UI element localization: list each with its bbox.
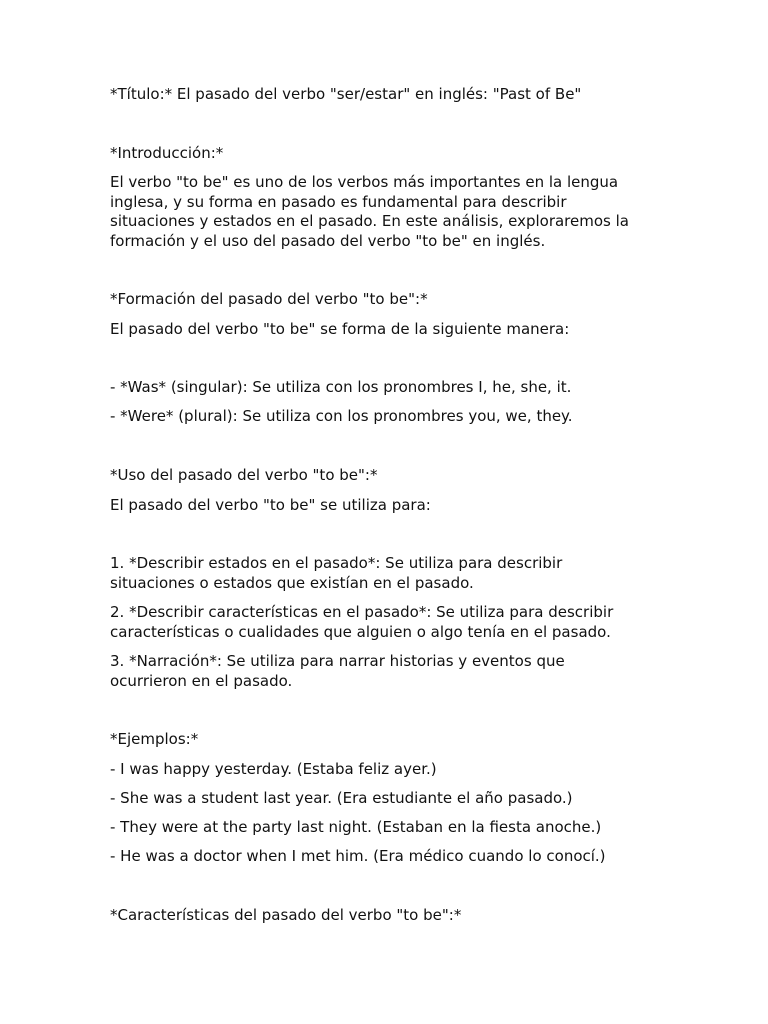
usage-heading: *Uso del pasado del verbo "to be":*: [110, 466, 378, 484]
formation-text: El pasado del verbo "to be" se forma de la siguiente manera:: [110, 320, 570, 338]
examples-heading: *Ejemplos:*: [110, 730, 199, 748]
usage-item-2: [110, 603, 670, 642]
usage-item-3: [110, 652, 670, 691]
usage-item-line: 1. *Describir estados en el pasado*: Se utiliza para describir: [110, 554, 563, 572]
formation-item-were: - *Were* (plural): Se utiliza con los pronombres you, we, they.: [110, 407, 573, 425]
usage-text: El pasado del verbo "to be" se utiliza para:: [110, 496, 431, 514]
intro-line: inglesa, y su forma en pasado es fundamental para describir: [110, 192, 567, 211]
intro-heading: *Introducción:*: [110, 144, 224, 162]
example-item: - She was a student last year. (Era estudiante el año pasado.): [110, 789, 573, 807]
usage-item-line: 3. *Narración*: Se utiliza para narrar historias y eventos que: [110, 652, 565, 670]
usage-item-line: 2. *Describir características en el pasado*: Se utiliza para describir: [110, 603, 614, 621]
document-title: *Título:* El pasado del verbo "ser/estar" en inglés: "Past of Be": [110, 85, 582, 103]
example-item: - They were at the party last night. (Estaban en la fiesta anoche.): [110, 818, 602, 836]
intro-line: situaciones y estados en el pasado. En este análisis, exploraremos la: [110, 212, 629, 230]
example-item: - I was happy yesterday. (Estaba feliz ayer.): [110, 760, 437, 778]
intro-paragraph: [110, 173, 670, 251]
example-item: - He was a doctor when I met him. (Era médico cuando lo conocí.): [110, 847, 606, 865]
intro-line: El verbo "to be" es uno de los verbos más importantes en la lengua: [110, 173, 619, 191]
usage-item-line: ocurrieron en el pasado.: [110, 671, 293, 690]
usage-item-1: [110, 554, 670, 593]
usage-item-line: características o cualidades que alguien o algo tenía en el pasado.: [110, 622, 611, 641]
usage-item-line: situaciones o estados que existían en el pasado.: [110, 573, 474, 592]
intro-line: formación y el uso del pasado del verbo "to be" en inglés.: [110, 231, 546, 250]
characteristics-heading: *Características del pasado del verbo "to be":*: [110, 906, 462, 924]
formation-heading: *Formación del pasado del verbo "to be":*: [110, 290, 428, 308]
formation-item-was: - *Was* (singular): Se utiliza con los pronombres I, he, she, it.: [110, 378, 572, 396]
